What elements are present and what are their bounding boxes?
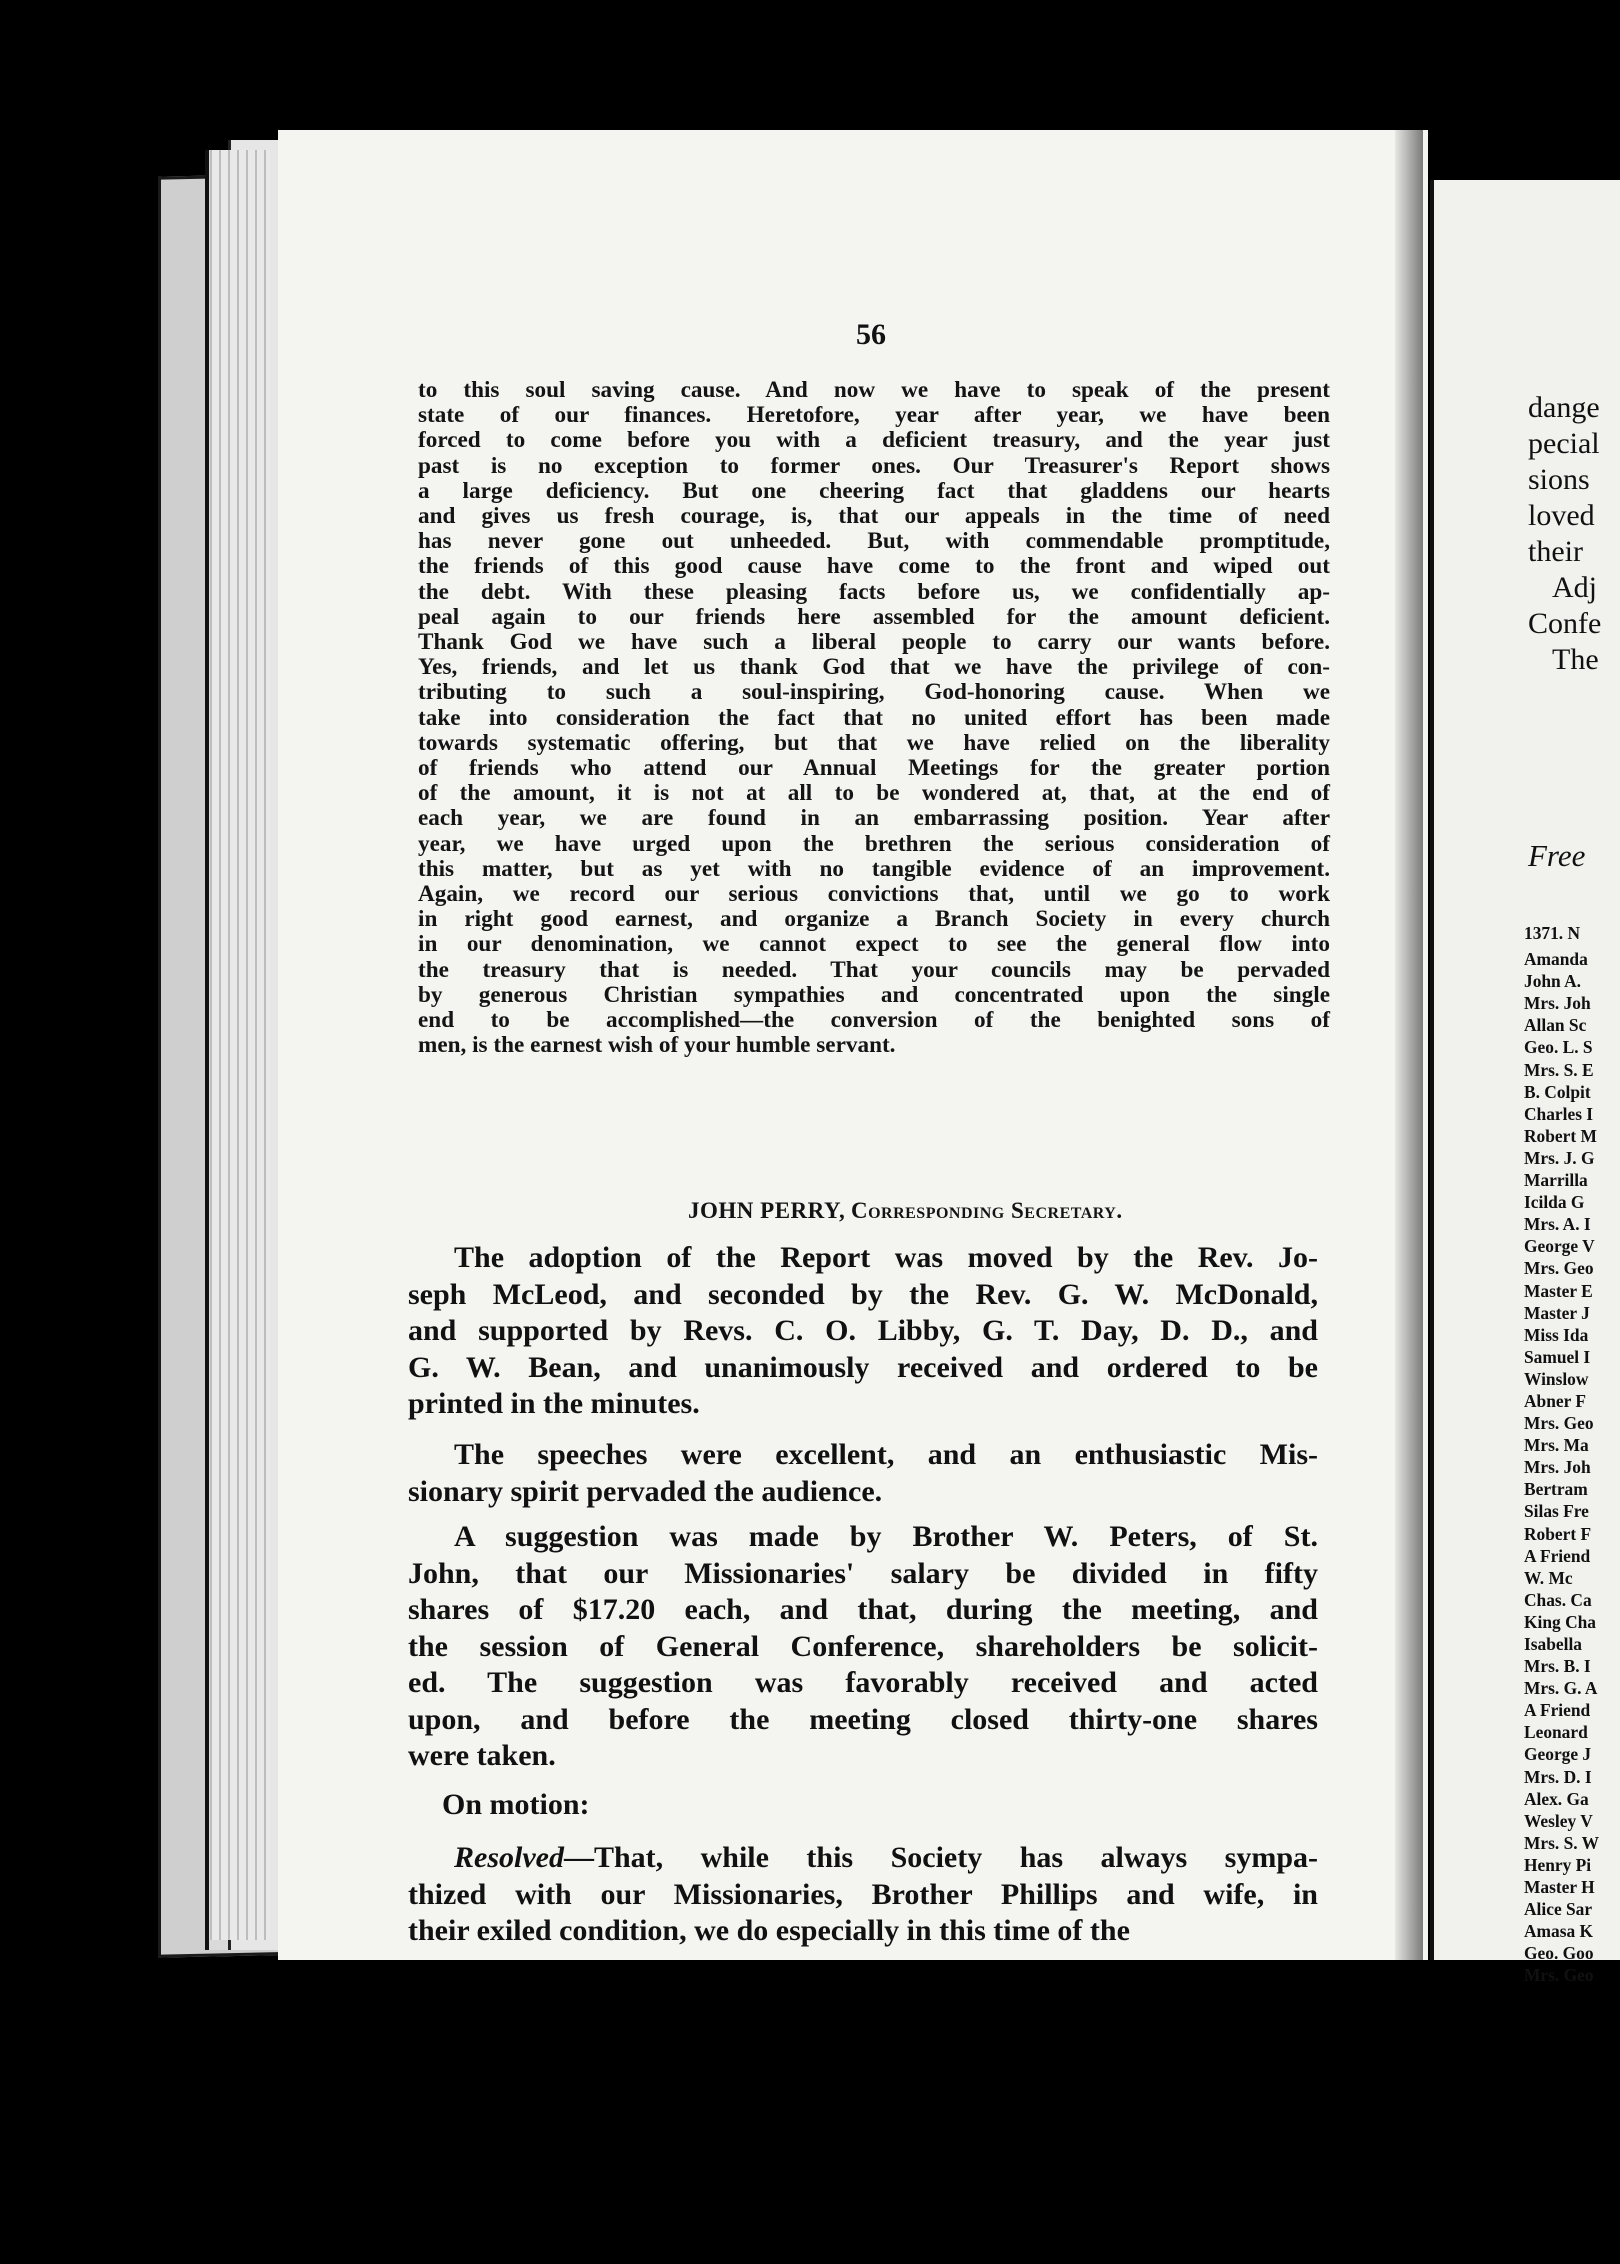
paragraph-speeches [408,1437,1318,1510]
right-page-name: Icilda G [1524,1192,1585,1213]
right-page-name: John A. [1524,971,1582,992]
paragraph-suggestion [408,1519,1318,1775]
right-page-name: Alice Sar [1524,1899,1593,1920]
report-line: the debt. With these pleasing facts before us, we confidentially ap- [418,578,1330,605]
right-page-name: Robert M [1524,1125,1597,1146]
page-stack-edges [210,150,270,1940]
right-page-name: Mrs. J. G [1524,1147,1595,1168]
right-page-name-list [1524,922,1599,1987]
right-page-name: Geo. Goo [1524,1943,1594,1964]
adoption-line: The adoption of the Report was moved by the Rev. Jo- [454,1241,1318,1274]
right-page-name: Mrs. Joh [1524,993,1591,1014]
adoption-line: printed in the minutes. [408,1387,700,1420]
report-line: the friends of this good cause have come to the front and wiped out [418,553,1330,580]
treasurer-report-text [418,378,1330,1058]
right-page-name: Robert F [1524,1523,1592,1544]
right-page-line: pecial [1528,427,1600,460]
book-gutter [1395,130,1423,1960]
right-page-line: Confe [1528,607,1602,640]
right-page-name: A Friend [1524,1700,1591,1721]
report-line: past is no exception to former ones. Our Treasurer's Report shows [418,452,1330,479]
right-page-name: Mrs. S. W [1524,1832,1600,1853]
right-page-line: their [1528,535,1583,568]
right-page-name: Mrs. Geo [1524,1413,1594,1434]
right-page-name: Geo. L. S [1524,1037,1593,1058]
report-line: Yes, friends, and let us thank God that we have the privilege of con- [418,654,1330,681]
report-line: Thank God we have such a liberal people to carry our wants before. [418,629,1330,656]
right-page-line: Adj [1552,571,1597,604]
right-page-name: Marrilla [1524,1170,1588,1191]
right-page-name: Leonard [1524,1722,1588,1743]
right-page-lines [1528,390,1601,678]
right-page-name: B. Colpit [1524,1081,1591,1102]
resolved-line: their exiled condition, we do especially in this time of the [408,1914,1130,1947]
right-page-name: Chas. Ca [1524,1589,1592,1610]
right-page-name: King Cha [1524,1611,1596,1632]
right-page-name: Mrs. Geo [1524,1258,1594,1279]
right-page-name: Master J [1524,1302,1590,1323]
right-page-line: The [1552,643,1599,676]
adoption-line: seph McLeod, and seconded by the Rev. G. W. McDonald, [408,1277,1318,1311]
right-page-name: Samuel I [1524,1346,1591,1367]
right-page-name: Mrs. S. E [1524,1059,1594,1080]
right-page-name: Master E [1524,1280,1593,1301]
report-line: state of our finances. Heretofore, year after year, we have been [418,402,1330,429]
report-line: year, we have urged upon the brethren the serious consideration of [418,830,1330,857]
right-page-name: Alex. Ga [1524,1788,1589,1809]
suggestion-line: the session of General Conference, shareholders be solicit- [408,1629,1318,1663]
report-line: end to be accomplished—the conversion of the benighted sons of [418,1007,1330,1034]
report-line: towards systematic offering, but that we have relied on the liberality [418,729,1330,756]
report-line: each year, we are found in an embarrassing position. Year after [418,805,1330,832]
report-line: by generous Christian sympathies and concentrated upon the single [418,981,1330,1008]
right-page-name: Amasa K [1524,1921,1594,1942]
right-page-name: A Friend [1524,1545,1591,1566]
right-page-name: Mrs. Ma [1524,1435,1589,1456]
right-page-name: Miss Ida [1524,1324,1589,1345]
report-line: in right good earnest, and organize a Branch Society in every church [418,906,1330,933]
right-page-name: Winslow [1524,1368,1589,1389]
right-page-name: Mrs. Geo [1524,1965,1594,1986]
right-page-name: Henry Pi [1524,1854,1592,1875]
report-line: and gives us fresh courage, is, that our appeals in the time of need [418,503,1330,530]
speeches-line: sionary spirit pervaded the audience. [408,1474,883,1508]
right-page-name: Mrs. B. I [1524,1656,1591,1677]
right-page-text-clip [1500,360,1616,1986]
report-line: peal again to our friends here assembled for the amount deficient. [418,603,1330,630]
report-line: men, is the earnest wish of your humble servant. [418,1032,896,1059]
report-line: in our denomination, we cannot expect to see the general flow into [418,931,1330,958]
speeches-line: The speeches were excellent, and an enthusiastic Mis- [454,1438,1318,1471]
right-page-name: Mrs. A. I [1524,1214,1591,1235]
resolved-label: Resolved [454,1841,564,1874]
suggestion-line: were taken. [408,1739,556,1772]
right-page-name: Mrs. G. A [1524,1678,1598,1699]
on-motion-heading: On motion: [442,1788,590,1821]
right-page-name: Abner F [1524,1390,1586,1411]
right-page-name: Isabella [1524,1634,1582,1654]
resolved-line [408,1840,1318,1877]
paragraph-resolved [408,1840,1318,1950]
right-page-name: George V [1524,1236,1595,1257]
signature-name: JOHN PERRY, [688,1198,846,1223]
right-page-name: Charles I [1524,1103,1594,1124]
report-line: the treasury that is needed. That your councils may be pervaded [418,956,1330,983]
report-line: this matter, but as yet with no tangible evidence of an improvement. [418,855,1330,882]
suggestion-line: ed. The suggestion was favorably received and acted [408,1666,1318,1699]
resolved-line: thized with our Missionaries, Brother Phillips and wife, in [408,1877,1318,1911]
report-line: to this soul saving cause. And now we have to speak of the present [418,377,1330,403]
right-page-name: W. Mc [1524,1567,1573,1588]
resolved-text: —That, while this Society has always sympa- [563,1841,1318,1874]
report-line: take into consideration the fact that no united effort has been made [418,704,1330,731]
adoption-line: G. W. Bean, and unanimously received and ordered to be [408,1350,1318,1384]
right-page-name: Amanda [1524,949,1588,970]
report-line: of the amount, it is not at all to be wondered at, that, at the end of [418,780,1330,807]
suggestion-line: A suggestion was made by Brother W. Peters, of St. [454,1520,1318,1553]
right-page-name: Master H [1524,1877,1595,1898]
signature [688,1198,1123,1224]
right-page-name: Allan Sc [1524,1015,1587,1036]
right-page-line: loved [1528,499,1595,532]
right-page-name: 1371. N [1524,923,1581,943]
paragraph-adoption [408,1240,1318,1423]
report-line: has never gone out unheeded. But, with commendable promptitude, [418,528,1330,555]
right-page-name: Silas Fre [1524,1501,1589,1522]
report-line: tributing to such a soul-inspiring, God-honoring cause. When we [418,679,1330,706]
right-page-name: Bertram [1524,1479,1588,1500]
right-page-heading: Free [1528,838,1586,873]
right-page-line: dange [1528,391,1600,424]
page-number: 56 [856,318,886,351]
suggestion-line: shares of $17.20 each, and that, during the meeting, and [408,1593,1318,1626]
suggestion-line: John, that our Missionaries' salary be divided in fifty [408,1556,1318,1590]
report-line: of friends who attend our Annual Meetings for the greater portion [418,755,1330,782]
adoption-line: and supported by Revs. C. O. Libby, G. T. Day, D. D., and [408,1314,1318,1347]
right-page-name: George J [1524,1744,1592,1765]
report-line: a large deficiency. But one cheering fact that gladdens our hearts [418,477,1330,504]
report-line: forced to come before you with a deficient treasury, and the year just [418,427,1330,454]
right-page-name: Mrs. D. I [1524,1766,1592,1787]
right-page-line: sions [1528,463,1590,496]
right-page-name: Mrs. Joh [1524,1457,1591,1478]
suggestion-line: upon, and before the meeting closed thirty-one shares [408,1702,1318,1736]
signature-title: Corresponding Secretary. [850,1198,1123,1223]
right-page-name: Wesley V [1524,1810,1593,1831]
report-line: Again, we record our serious convictions that, until we go to work [418,881,1330,908]
